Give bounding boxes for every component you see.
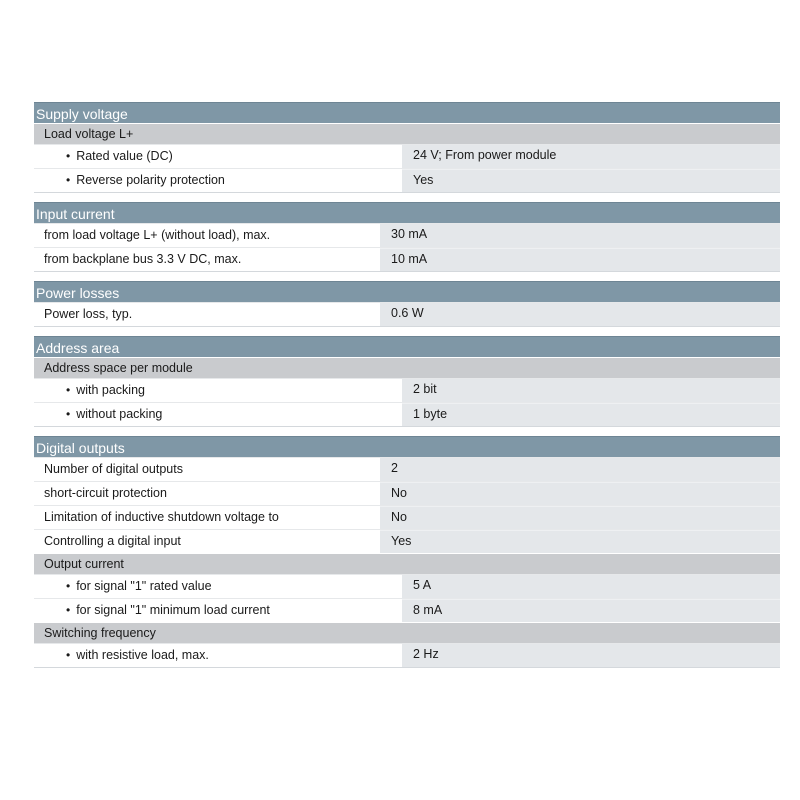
spec-value: Yes <box>380 530 780 553</box>
spec-label-text: Power loss, typ. <box>44 307 133 321</box>
spec-label <box>34 458 380 481</box>
spec-table <box>34 102 780 677</box>
spec-label-text: with resistive load, max. <box>76 648 209 662</box>
spec-value: 1 byte <box>402 403 780 426</box>
sub-header: Address space per module <box>34 357 780 378</box>
spec-value: 0.6 W <box>380 303 780 326</box>
spec-label-text: from backplane bus 3.3 V DC, max. <box>44 252 242 266</box>
spec-row <box>34 247 780 271</box>
spec-value: No <box>380 482 780 505</box>
spec-label-text: for signal "1" rated value <box>76 579 212 593</box>
sub-header: Switching frequency <box>34 622 780 643</box>
spec-value: 2 bit <box>402 379 780 402</box>
spec-row <box>34 574 780 598</box>
spec-row <box>34 529 780 553</box>
section-supply-voltage <box>34 102 780 193</box>
spec-label <box>34 248 380 271</box>
spec-label <box>34 482 380 505</box>
section-header: Input current <box>34 202 780 223</box>
spec-label-text: from load voltage L+ (without load), max. <box>44 228 271 242</box>
spec-label-text: Rated value (DC) <box>76 149 173 163</box>
spec-label <box>34 530 380 553</box>
spec-label <box>34 303 380 326</box>
spec-row <box>34 168 780 192</box>
spec-value: 2 Hz <box>402 644 780 667</box>
spec-label <box>34 145 402 168</box>
section-power-losses <box>34 281 780 327</box>
spec-label-text: Controlling a digital input <box>44 534 181 548</box>
section-address-area <box>34 336 780 427</box>
spec-label <box>34 379 402 402</box>
spec-label <box>34 575 402 598</box>
spec-value: 30 mA <box>380 224 780 247</box>
spec-value: No <box>380 506 780 529</box>
spec-value: 10 mA <box>380 248 780 271</box>
spec-label <box>34 224 380 247</box>
sub-header: Load voltage L+ <box>34 123 780 144</box>
section-header: Address area <box>34 336 780 357</box>
spec-label-text: Limitation of inductive shutdown voltage to <box>44 510 279 524</box>
spec-label-text: Reverse polarity protection <box>76 173 225 187</box>
spec-label-text: without packing <box>76 407 163 421</box>
spec-row <box>34 223 780 247</box>
sub-header: Output current <box>34 553 780 574</box>
spec-label <box>34 169 402 192</box>
spec-label-text: Number of digital outputs <box>44 462 183 476</box>
spec-value: 8 mA <box>402 599 780 622</box>
spec-label <box>34 599 402 622</box>
section-header: Power losses <box>34 281 780 302</box>
spec-row <box>34 144 780 168</box>
spec-row <box>34 643 780 667</box>
spec-row <box>34 598 780 622</box>
spec-row <box>34 402 780 426</box>
spec-label-text: short-circuit protection <box>44 486 167 500</box>
section-header: Supply voltage <box>34 102 780 123</box>
section-digital-outputs <box>34 436 780 668</box>
section-input-current <box>34 202 780 272</box>
spec-row <box>34 302 780 326</box>
spec-label-text: with packing <box>76 383 145 397</box>
spec-row <box>34 457 780 481</box>
spec-value: 24 V; From power module <box>402 145 780 168</box>
spec-value: 5 A <box>402 575 780 598</box>
spec-row <box>34 481 780 505</box>
spec-value: Yes <box>402 169 780 192</box>
spec-value: 2 <box>380 458 780 481</box>
spec-label <box>34 644 402 667</box>
spec-row <box>34 505 780 529</box>
spec-label <box>34 403 402 426</box>
spec-label <box>34 506 380 529</box>
spec-label-text: for signal "1" minimum load current <box>76 603 270 617</box>
section-header: Digital outputs <box>34 436 780 457</box>
spec-row <box>34 378 780 402</box>
